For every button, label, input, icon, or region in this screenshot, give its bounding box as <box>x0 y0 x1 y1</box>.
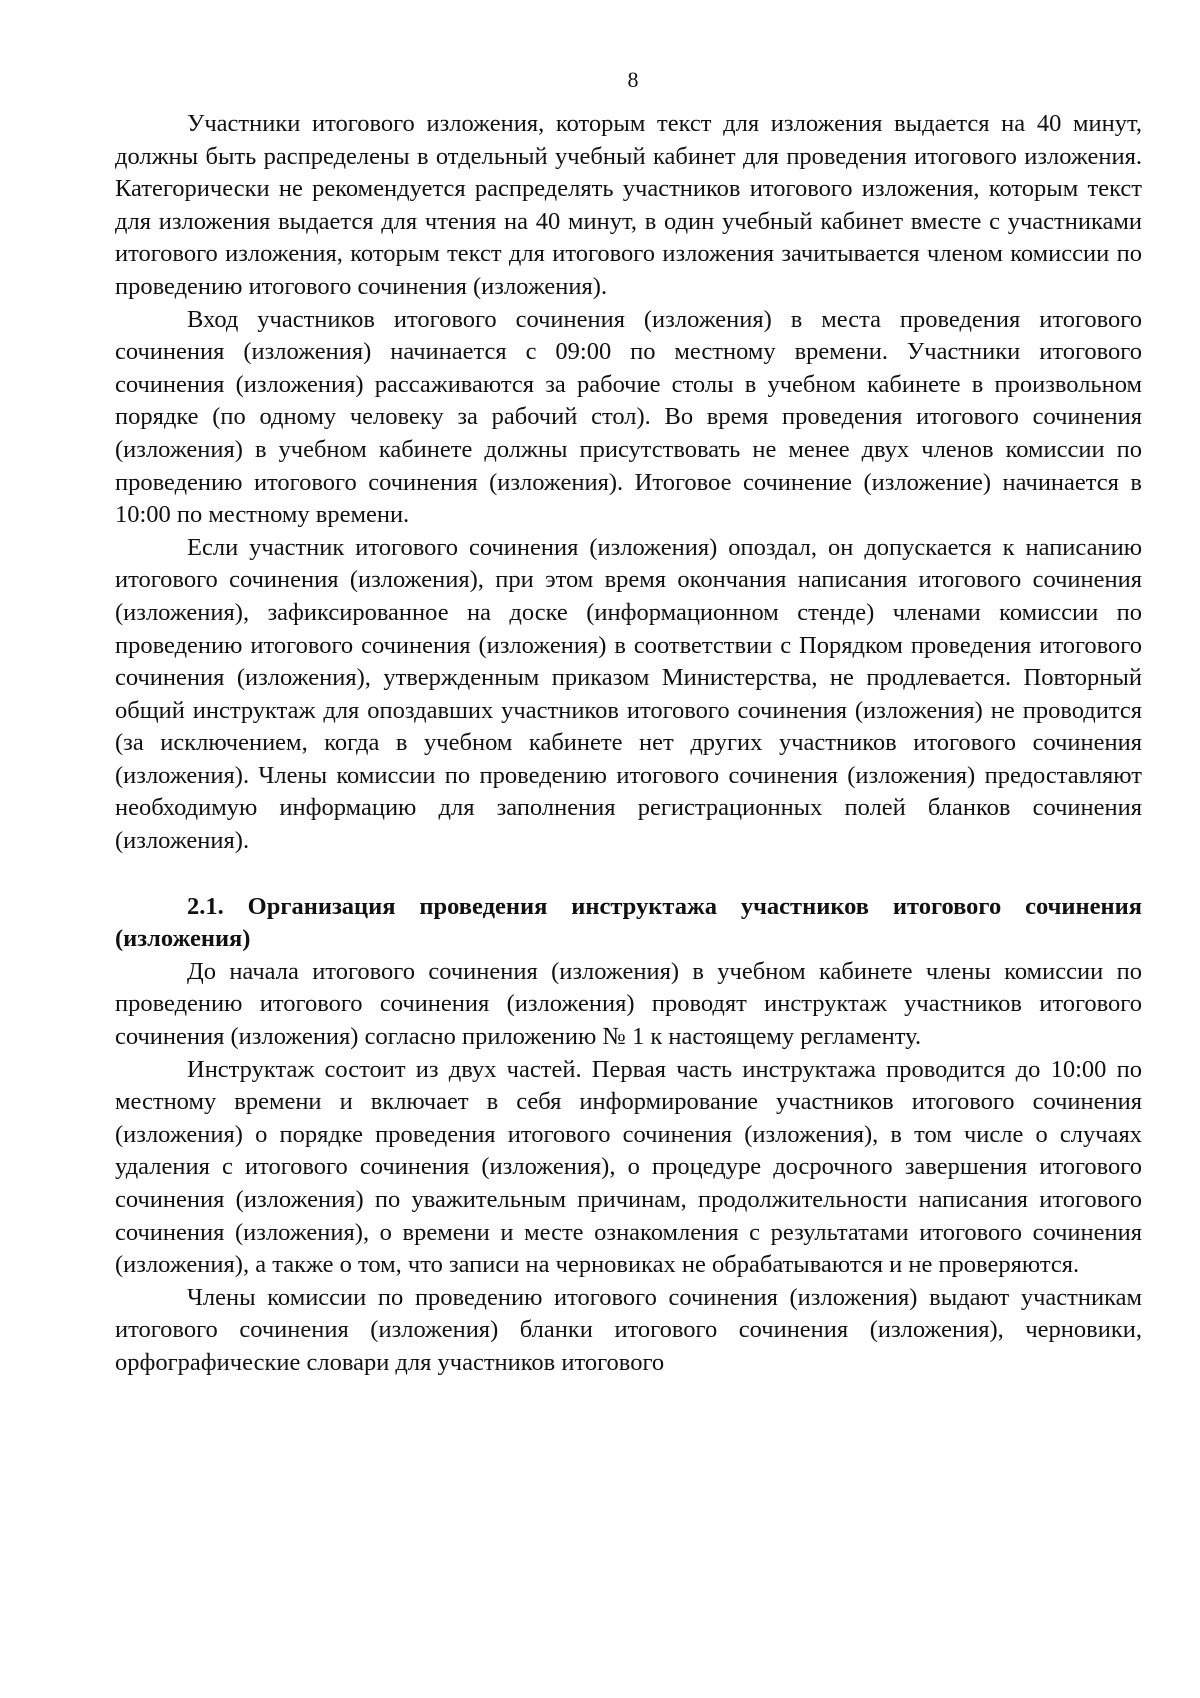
paragraph-entry-time: Вход участников итогового сочинения (изложения) в места проведения итогового сочинения (изложения) начинается с 09:00 по местному времени. Участники итогового сочинения (изложения) рассаживаются за рабочие столы в учебном кабинете в произвольном порядке (по одному человеку за рабочий стол). Во время проведения итогового сочинения (изложения) в учебном кабинете должны присутствовать не менее двух членов комиссии по проведению итогового сочинения (изложения). Итоговое сочинение (изложение) начинается в 10:00 по местному времени. <box>115 305 1142 529</box>
paragraph-instruction-start: До начала итогового сочинения (изложения) в учебном кабинете члены комиссии по проведению итогового сочинения (изложения) проводят инструктаж участников итогового сочинения (изложения) согласно приложению № 1 к настоящему регламенту. <box>115 957 1142 1051</box>
paragraph-late-participant: Если участник итогового сочинения (изложения) опоздал, он допускается к написанию итогового сочинения (изложения), при этом время окончания написания итогового сочинения (изложения), зафиксированное на доске (информационном стенде) членами комиссии по проведению итогового сочинения (изложения) в соответствии с Порядком проведения итогового сочинения (изложения), утвержденным приказом Министерства, не продлевается. Повторный общий инструктаж для опоздавших участников итогового сочинения (изложения) не проводится (за исключением, когда в учебном кабинете нет других участников итогового сочинения (изложения). Члены комиссии по проведению итогового сочинения (изложения) предоставляют необходимую информацию для заполнения регистрационных полей бланков сочинения (изложения). <box>115 533 1142 855</box>
page-number: 8 <box>627 67 639 92</box>
paragraph-instruction-parts: Инструктаж состоит из двух частей. Первая часть инструктажа проводится до 10:00 по местному времени и включает в себя информирование участников итогового сочинения (изложения) о порядке проведения итогового сочинения (изложения), в том числе о случаях удаления с итогового сочинения (изложения), о процедуре досрочного завершения итогового сочинения (изложения) по уважительным причинам, продолжительности написания итогового сочинения (изложения), о времени и месте ознакомления с результатами итогового сочинения (изложения), а также о том, что записи на черновиках не обрабатываются и не проверяются. <box>115 1055 1142 1279</box>
document-body <box>115 108 1142 1380</box>
paragraph-separate-room: Участники итогового изложения, которым текст для изложения выдается на 40 минут, должны быть распределены в отдельный учебный кабинет для проведения итогового изложения. Категорически не рекомендуется распределять участников итогового изложения, которым текст для изложения выдается для чтения на 40 минут, в один учебный кабинет вместе с участниками итогового изложения, которым текст для итогового изложения зачитывается членом комиссии по проведению итогового сочинения (изложения). <box>115 110 1142 300</box>
paragraph-materials-handout: Члены комиссии по проведению итогового сочинения (изложения) выдают участникам итогового сочинения (изложения) бланки итогового сочинения (изложения), черновики, орфографические словари для участников итогового <box>115 1283 1142 1376</box>
section-heading: 2.1. Организация проведения инструктажа участников итогового сочинения (изложения) <box>115 892 1142 953</box>
